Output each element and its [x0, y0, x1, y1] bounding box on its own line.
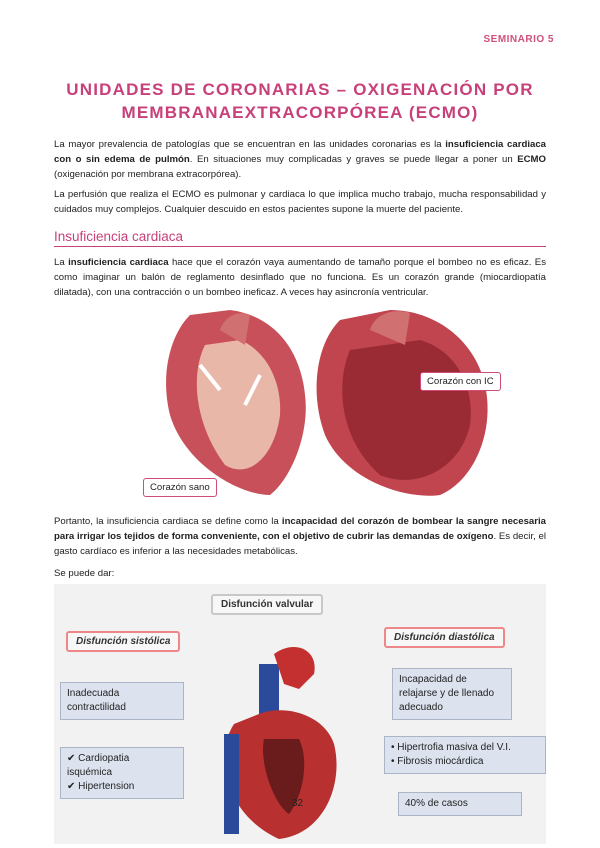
- healthy-heart-image: [166, 310, 306, 495]
- systolic-dysfunction-box: Disfunción sistólica: [66, 631, 180, 652]
- diastolic-dysfunction-box: Disfunción diastólica: [384, 627, 505, 648]
- list-item: • Fibrosis miocárdica: [391, 756, 484, 767]
- diastolic-causes-list: [384, 736, 546, 774]
- ic-heart-label: Corazón con IC: [420, 372, 501, 391]
- valvular-dysfunction-box: Disfunción valvular: [211, 594, 323, 615]
- intro-paragraph-1: La mayor prevalencia de patologías que se encuentran en las unidades coronarias es la insuficiencia cardiaca con o sin edema de pulmón. En situaciones muy complicadas y graves se puede llegar a poner un ECMO (oxigenación por membrana extracorpórea).: [54, 139, 547, 180]
- heart-illustration: [150, 305, 530, 500]
- list-item: ✔ Cardiopatia isquémica: [67, 753, 130, 778]
- healthy-heart-label: Corazón sano: [143, 478, 217, 497]
- section-heading: Insuficiencia cardiaca: [54, 229, 546, 247]
- systolic-causes-list: [60, 747, 184, 799]
- relaxation-incapacity-box: Incapacidad de relajarse y de llenado adecuado: [392, 668, 512, 720]
- section-paragraph-3: Se puede dar:: [54, 568, 115, 579]
- page-title-line1: UNIDADES DE CORONARIAS – OXIGENACIÓN POR: [66, 80, 534, 99]
- page-number: 32: [292, 798, 304, 809]
- seminar-header: SEMINARIO 5: [483, 34, 554, 45]
- section-paragraph-1: La insuficiencia cardiaca hace que el corazón vaya aumentando de tamaño porque el bombeo no es eficaz. Es como imaginar un balón de reglamento desinflado que no funciona. Es un corazón grande (miocardiopatía dilatada), con una contracción o un bombeo ineficaz. A veces hay asincronía ventricular.: [54, 257, 547, 298]
- percentage-box: 40% de casos: [398, 792, 522, 816]
- list-item: • Hipertrofia masiva del V.I.: [391, 742, 511, 753]
- heart-anatomy-image: [204, 644, 354, 844]
- intro-paragraph-2: La perfusión que realiza el ECMO es pulmonar y cardiaca lo que implica mucho trabajo, mucha responsabilidad y cuidados muy complejos. Cualquier descuido en estos pacientes supone la muerte del paciente.: [54, 189, 546, 215]
- section-paragraph-2: Portanto, la insuficiencia cardiaca se define como la incapacidad del corazón de bombear la sangre necesaria para irrigar los tejidos de forma conveniente, con el objetivo de cubrir las demandas de oxígeno. Es decir, el gasto cardíaco es inferior a las necesidades metabólicas.: [54, 516, 546, 557]
- inadequate-contractility-box: Inadecuada contractilidad: [60, 682, 184, 720]
- list-item: ✔ Hipertension: [67, 781, 135, 792]
- ic-heart-image: [317, 310, 488, 496]
- page-title-line2: MEMBRANAEXTRACORPÓREA (ECMO): [121, 103, 479, 122]
